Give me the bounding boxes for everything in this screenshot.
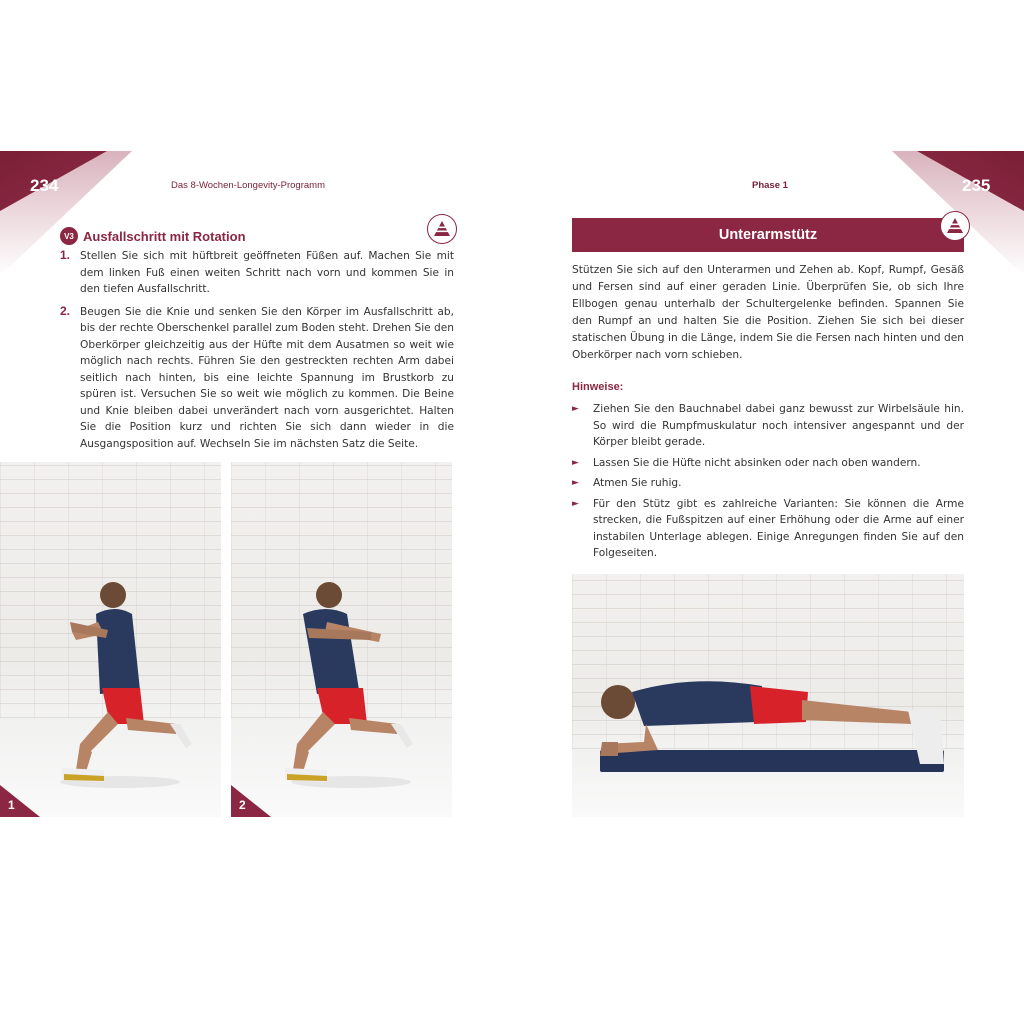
step-text: Stellen Sie sich mit hüftbreit geöffneten Füßen auf. Machen Sie mit dem linken Fuß einen weiten Schritt nach vorn und kommen Sie in den tiefen Ausfallschritt. (80, 250, 454, 295)
hint-text: Atmen Sie ruhig. (593, 477, 682, 489)
arrow-right-icon: ► (572, 457, 579, 468)
page-number: 235 (962, 176, 991, 195)
exercise-heading (60, 227, 246, 245)
running-head: Das 8-Wochen-Longevity-Programm (171, 180, 325, 191)
exercise-steps (60, 248, 454, 458)
lunge-rotation-figure-image (231, 462, 452, 817)
arrow-right-icon: ► (572, 404, 579, 414)
hint-item (572, 496, 964, 562)
step-item (60, 248, 454, 298)
cone-icon (427, 214, 457, 244)
hint-text: Für den Stütz gibt es zahlreiche Varianten: Sie können die Arme strecken, die Fußspitzen auf einer Erhöhung oder die Arme auf einer instabilen Unterlage ablegen. Einige Anregungen finden Sie auf den Folgeseiten. (593, 497, 964, 559)
hint-text: Lassen Sie die Hüfte nicht absinken oder nach oben wandern. (593, 456, 921, 469)
step-number: 2. (60, 303, 71, 318)
hint-text: Ziehen Sie den Bauchnabel dabei ganz bewusst zur Wirbelsäule hin. So wird die Rumpfmuskulatur noch intensiver angespannt und der Körper bleibt gerade. (593, 403, 964, 448)
variant-badge: V3 (60, 227, 78, 245)
exercise-intro: Stützen Sie sich auf den Unterarmen und Zehen ab. Kopf, Rumpf, Gesäß und Fersen sind auf einer geraden Linie. Überprüfen Sie, ob sich Ihre Ellbogen genau unterhalb der Schultergelenke befinden. Spannen Sie den Rumpf an und halten Sie die Position. Ziehen Sie sich bei dieser statischen Übung in die Länge, indem Sie die Fersen nach hinten und den Oberkörper nach vorn schieben. (572, 264, 964, 361)
step-number: 1. (60, 248, 71, 262)
step-text: Beugen Sie die Knie und senken Sie den Körper im Ausfallschritt ab, bis der rechte Oberschenkel parallel zum Boden steht. Drehen Sie den Oberkörper gleichzeitig aus der Hüfte mit dem Ausatmen so weit wie möglich nach rechts. Führen Sie den gestreckten rechten Arm dabei seitlich nach hinten, bis eine leichte Spannung im Brustkorb zu spüren ist. Versuchen Sie so weit wie möglich zu kommen. Die Beine und Knie bleiben dabei unverändert nach vorn ausgerichtet. Halten Sie die Position kurz und richten Sie sich dann wieder in die Ausgangsposition auf. Wechseln Sie im nächsten Satz die Seite. (80, 305, 454, 450)
exercise-photo-2 (231, 462, 452, 817)
hints-list (572, 401, 964, 566)
photo-number: 2 (239, 798, 246, 812)
exercise-photo-1 (0, 462, 221, 817)
hints-heading: Hinweise: (572, 381, 624, 393)
running-head: Phase 1 (752, 180, 788, 191)
photo-number: 1 (8, 798, 15, 812)
plank-figure-image (572, 574, 964, 817)
hint-item (572, 455, 964, 472)
arrow-right-icon: ► (572, 498, 579, 509)
hint-item (572, 401, 964, 451)
cone-icon (940, 211, 970, 241)
lunge-figure-image (0, 462, 221, 817)
page-number: 234 (30, 176, 59, 195)
hint-item (572, 475, 964, 492)
exercise-title-bar (572, 218, 964, 252)
arrow-right-icon: ► (572, 478, 579, 488)
exercise-title: Ausfallschritt mit Rotation (83, 228, 246, 244)
plank-photo (572, 574, 964, 817)
step-item (60, 304, 454, 453)
exercise-title: Unterarmstütz (718, 227, 818, 243)
